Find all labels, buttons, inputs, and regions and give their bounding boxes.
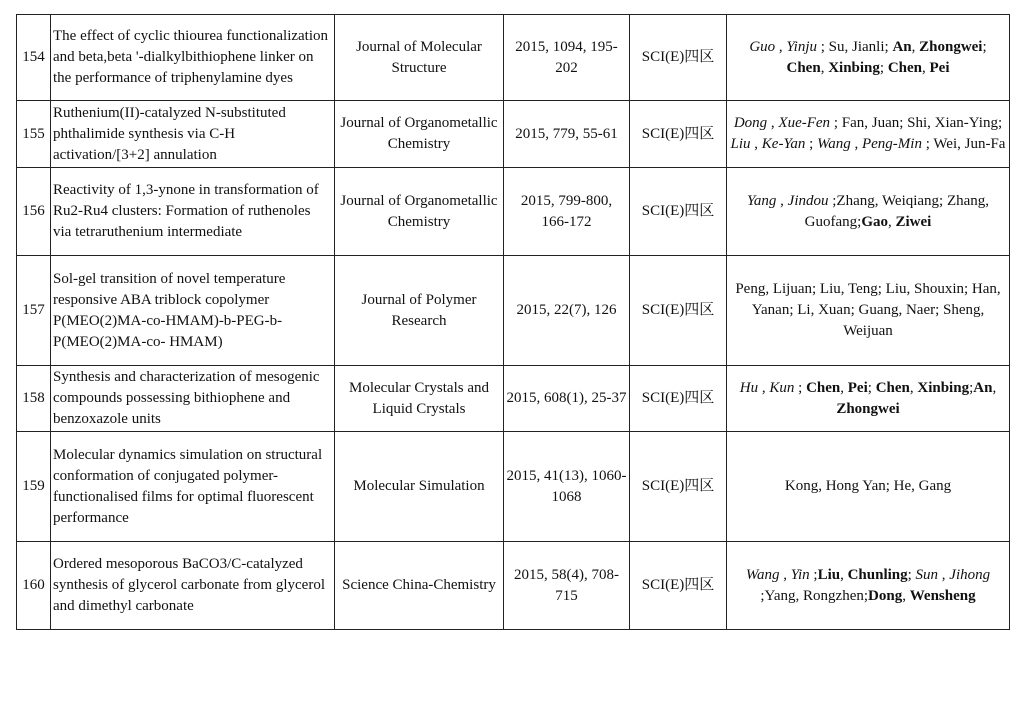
journal-name: Journal of Molecular Structure (335, 15, 504, 101)
publications-table-body (17, 15, 1010, 630)
table-row (17, 542, 1010, 630)
author-text-run: ;Yang, Rongzhen; (760, 587, 869, 604)
author-text-run: Jihong (949, 566, 991, 583)
row-number: 157 (17, 256, 51, 366)
paper-title: Reactivity of 1,3-ynone in transformation of Ru2-Ru4 clusters: Formation of ruthenoles via tetraruthenium intermediate (51, 168, 335, 256)
author-text-run: , (840, 566, 848, 583)
author-text-run: , (902, 587, 910, 604)
index-category: SCI(E)四区 (630, 542, 727, 630)
journal-name: Journal of Polymer Research (335, 256, 504, 366)
author-text-run: Pei (929, 59, 950, 76)
author-text-run: ; (867, 379, 876, 396)
author-list (727, 432, 1010, 542)
table-row (17, 432, 1010, 542)
author-text-run: ; Wei, Jun-Fa (921, 136, 1006, 152)
author-text-run: Liu (730, 136, 751, 152)
journal-name: Journal of Organometallic Chemistry (335, 168, 504, 256)
table-row (17, 168, 1010, 256)
row-number: 158 (17, 366, 51, 432)
author-text-run: Dong (868, 587, 903, 604)
index-category: SCI(E)四区 (630, 366, 727, 432)
journal-name: Molecular Simulation (335, 432, 504, 542)
author-list (727, 15, 1010, 101)
author-text-run: , (750, 136, 762, 152)
row-number: 154 (17, 15, 51, 101)
author-text-run: Jindou (787, 192, 829, 209)
author-text-run: ; (982, 38, 987, 55)
author-text-run: Chen (786, 59, 821, 76)
author-text-run: , (887, 213, 896, 230)
author-text-run: Hu (739, 379, 759, 396)
author-text-run: ; (805, 136, 818, 152)
paper-title: Molecular dynamics simulation on structural conformation of conjugated polymer-functionalised films for optimal fluorescent performance (51, 432, 335, 542)
author-text-run: , (909, 379, 918, 396)
author-text-run: Kong, Hong Yan; He, Gang (784, 478, 952, 494)
author-text-run: , (775, 38, 787, 55)
journal-name: Journal of Organometallic Chemistry (335, 101, 504, 168)
author-text-run: , (840, 379, 848, 396)
author-text-run: Dong (733, 115, 768, 131)
journal-name: Science China-Chemistry (335, 542, 504, 630)
author-text-run: ;Zhang, Weiqiang; Zhang, Guofang; (804, 192, 990, 230)
citation-info: 2015, 1094, 195-202 (504, 15, 630, 101)
author-text-run: Wang (745, 566, 780, 583)
author-text-run: , (758, 379, 770, 396)
author-text-run: Xinbing (828, 59, 880, 76)
author-list (727, 542, 1010, 630)
author-text-run: Ke-Yan (761, 136, 806, 152)
table-row (17, 15, 1010, 101)
author-text-run: ; (969, 379, 974, 396)
citation-info: 2015, 58(4), 708-715 (504, 542, 630, 630)
author-text-run: Zhongwei (919, 38, 983, 55)
author-text-run: Chunling (847, 566, 908, 583)
row-number: 156 (17, 168, 51, 256)
index-category: SCI(E)四区 (630, 432, 727, 542)
author-text-run: Yinju (786, 38, 817, 55)
author-text-run: Kun (769, 379, 795, 396)
author-text-run: Yin (790, 566, 810, 583)
author-text-run: Xinbing (917, 379, 970, 396)
index-category: SCI(E)四区 (630, 15, 727, 101)
author-list (727, 101, 1010, 168)
index-category: SCI(E)四区 (630, 168, 727, 256)
citation-info: 2015, 799-800, 166-172 (504, 168, 630, 256)
index-category: SCI(E)四区 (630, 101, 727, 168)
author-text-run: ; (879, 59, 888, 76)
author-text-run: Chen (875, 379, 910, 396)
author-text-run: Wensheng (909, 587, 976, 604)
author-list (727, 366, 1010, 432)
author-text-run: Peng-Min (861, 136, 922, 152)
author-text-run: , (776, 192, 788, 209)
author-text-run: Xue-Fen (778, 115, 831, 131)
author-text-run: , (938, 566, 950, 583)
author-text-run: Guo (749, 38, 776, 55)
citation-info: 2015, 608(1), 25-37 (504, 366, 630, 432)
author-text-run: Liu (817, 566, 841, 583)
author-text-run: Sun (915, 566, 939, 583)
author-text-run: An (892, 38, 912, 55)
author-text-run: Chen (887, 59, 922, 76)
paper-title: Ordered mesoporous BaCO3/C-catalyzed synthesis of glycerol carbonate from glycerol and dimethyl carbonate (51, 542, 335, 630)
citation-info: 2015, 779, 55-61 (504, 101, 630, 168)
author-text-run: , (779, 566, 791, 583)
row-number: 159 (17, 432, 51, 542)
author-text-run: , (767, 115, 779, 131)
author-text-run: Chen (806, 379, 841, 396)
publications-table (16, 14, 1010, 630)
author-text-run: ; (907, 566, 916, 583)
author-text-run: ; Fan, Juan; Shi, Xian-Ying; (830, 115, 1003, 131)
author-text-run: An (973, 379, 993, 396)
table-row (17, 256, 1010, 366)
author-text-run: , (820, 59, 829, 76)
paper-title: Synthesis and characterization of mesogenic compounds possessing bithiophene and benzoxazole units (51, 366, 335, 432)
row-number: 160 (17, 542, 51, 630)
author-list (727, 168, 1010, 256)
row-number: 155 (17, 101, 51, 168)
paper-title: Ruthenium(II)-catalyzed N-substituted phthalimide synthesis via C-H activation/[3+2] annulation (51, 101, 335, 168)
author-text-run: Gao (861, 213, 888, 230)
author-list (727, 256, 1010, 366)
author-text-run: Peng, Lijuan; Liu, Teng; Liu, Shouxin; Han, Yanan; Li, Xuan; Guang, Naer; Sheng, Weijuan (735, 281, 1001, 339)
author-text-run: Wang (817, 136, 851, 152)
author-text-run: , (911, 38, 920, 55)
table-row (17, 101, 1010, 168)
author-text-run: , (850, 136, 862, 152)
table-row (17, 366, 1010, 432)
citation-info: 2015, 22(7), 126 (504, 256, 630, 366)
author-text-run: Ziwei (895, 213, 932, 230)
citation-info: 2015, 41(13), 1060-1068 (504, 432, 630, 542)
author-text-run: ; (794, 379, 807, 396)
author-text-run: ; (809, 566, 818, 583)
journal-name: Molecular Crystals and Liquid Crystals (335, 366, 504, 432)
index-category: SCI(E)四区 (630, 256, 727, 366)
author-text-run: , (992, 379, 997, 396)
author-text-run: Pei (847, 379, 868, 396)
paper-title: Sol-gel transition of novel temperature responsive ABA triblock copolymer P(MEO(2)MA-co-HMAM)-b-PEG-b-P(MEO(2)MA-co- HMAM) (51, 256, 335, 366)
author-text-run: ; Su, Jianli; (817, 38, 893, 55)
author-text-run: , (922, 59, 930, 76)
author-text-run: Yang (746, 192, 777, 209)
author-text-run: Zhongwei (836, 400, 900, 417)
paper-title: The effect of cyclic thiourea functionalization and beta,beta '-dialkylbithiophene linker on the performance of triphenylamine dyes (51, 15, 335, 101)
